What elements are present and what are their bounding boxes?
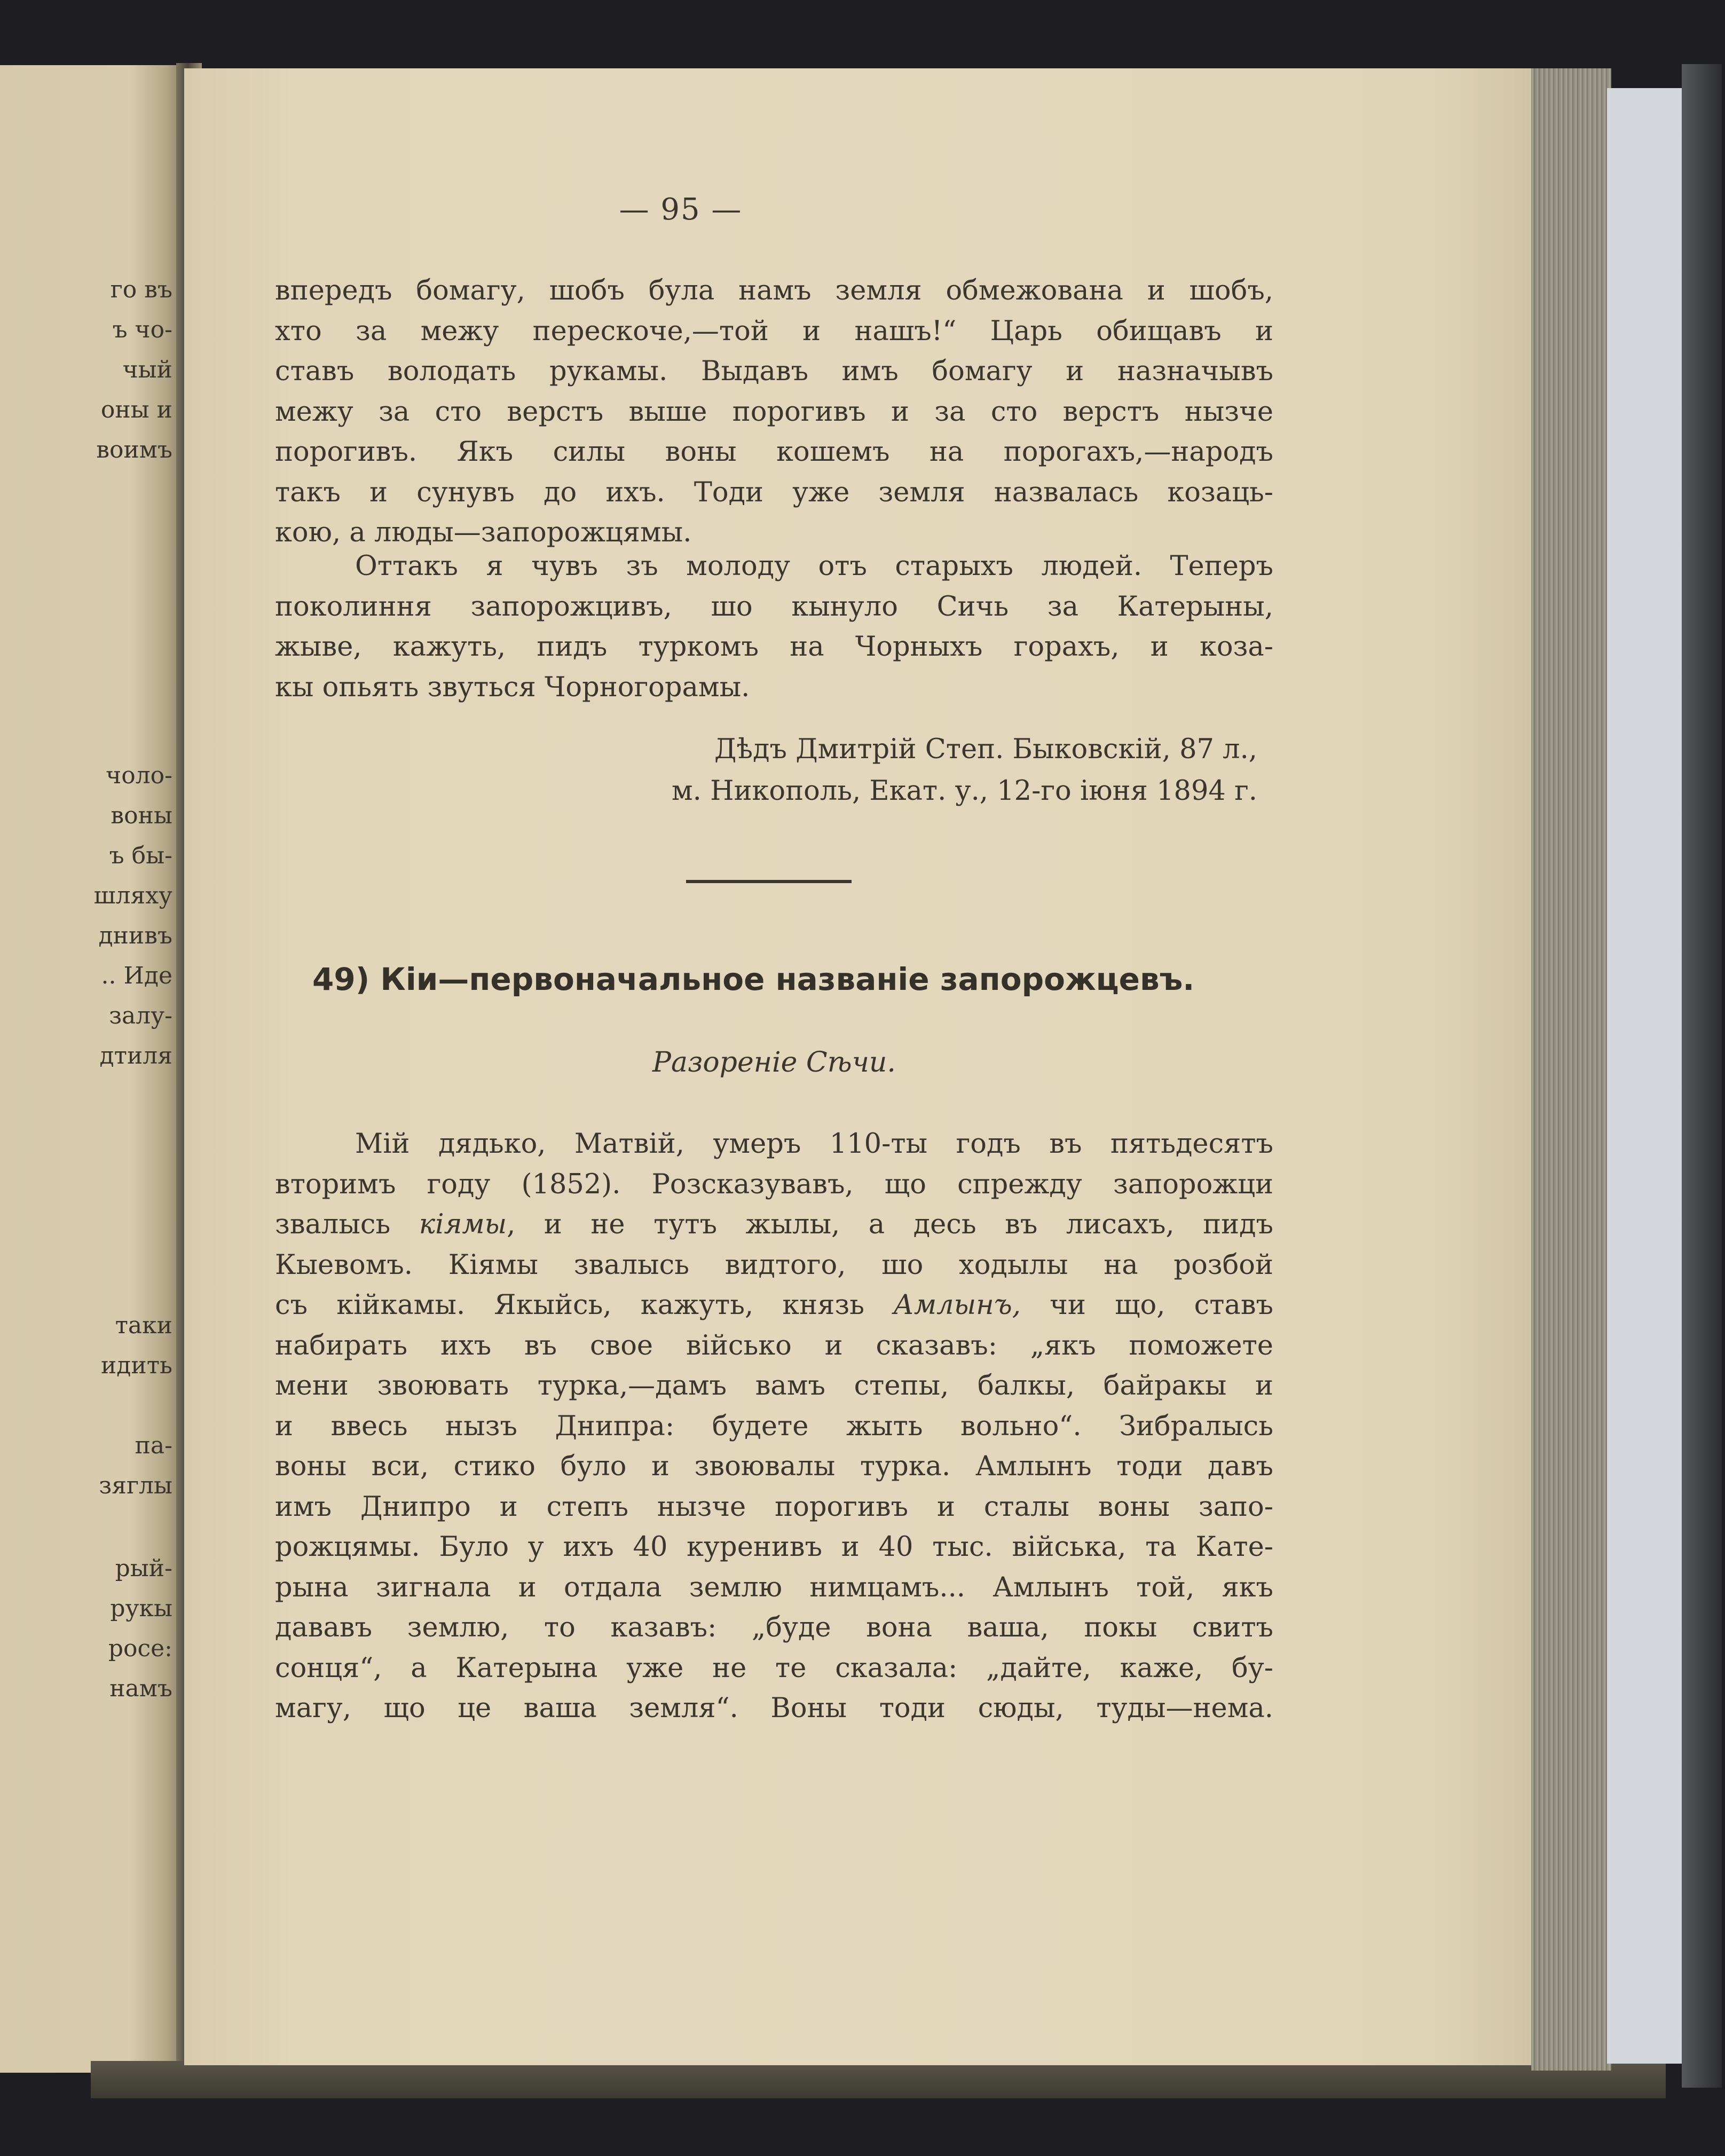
text-line: Оттакъ я чувъ зъ молоду отъ старыхъ людей. Теперъ bbox=[355, 550, 1273, 582]
text-line: рына зигнала и отдала землю нимцамъ... Амлынъ той, якъ bbox=[275, 1571, 1273, 1603]
page-number: — 95 — bbox=[619, 192, 743, 227]
left-line: залу- bbox=[109, 1002, 172, 1029]
text-line: хто за межу перескоче,—той и нашъ!“ Царь обищавъ и bbox=[275, 315, 1273, 347]
section-divider bbox=[686, 880, 852, 883]
signature-line: м. Никополь, Екат. у., 12-го іюня 1894 г. bbox=[672, 775, 1257, 807]
left-line: воимъ bbox=[96, 436, 172, 463]
text-line: дававъ землю, то казавъ: „буде вона ваша, покы свитъ bbox=[275, 1612, 1273, 1643]
text-line: рожцямы. Було у ихъ 40 куренивъ и 40 тыс. війська, та Кате- bbox=[275, 1531, 1273, 1563]
left-line: оны и bbox=[100, 396, 172, 423]
left-line: ъ бы- bbox=[109, 842, 172, 869]
left-line: таки bbox=[115, 1312, 172, 1339]
left-line: идить bbox=[100, 1352, 172, 1379]
text-line: впередъ бомагу, шобъ була намъ земля обмежована и шобъ, bbox=[275, 275, 1273, 306]
text-line: вторимъ году (1852). Розсказувавъ, що спрежду запорожци bbox=[275, 1168, 1273, 1200]
text-line: Кыевомъ. Кіямы звалысь видтого, шо ходылы на розбой bbox=[275, 1249, 1273, 1281]
left-line: ъ чо- bbox=[112, 316, 172, 343]
signature-block bbox=[672, 729, 1257, 812]
left-line: воны bbox=[111, 802, 172, 829]
left-line: днивъ bbox=[98, 922, 172, 949]
text-line: поколиння запорожцивъ, шо кынуло Сичь за Катерыны, bbox=[275, 591, 1273, 623]
text-line: кы опьять звуться Чорногорамы. bbox=[275, 671, 750, 703]
text-line: Мій дядько, Матвій, умеръ 110-ты годъ въ пятьдесятъ bbox=[355, 1128, 1273, 1160]
left-line: чый bbox=[122, 356, 172, 383]
signature-line: Дѣдъ Дмитрій Степ. Быковскій, 87 л., bbox=[714, 734, 1257, 765]
paragraph-2 bbox=[275, 546, 1273, 707]
text-line: съ кійкамы. Якыйсь, кажуть, князь Амлынъ, чи що, ставъ bbox=[275, 1289, 1273, 1321]
text-line: и ввесь нызъ Днипра: будете жыть вольно“. Зибралысь bbox=[275, 1410, 1273, 1442]
section-subtitle: Разореніе Сѣчи. bbox=[652, 1046, 896, 1079]
text-line: такъ и сунувъ до ихъ. Тоди уже земля назвалась козаць- bbox=[275, 476, 1273, 508]
left-page bbox=[0, 65, 184, 2073]
text-line: кою, а люды—запорожцямы. bbox=[275, 517, 692, 548]
left-line: рый- bbox=[115, 1555, 172, 1582]
text-line: жыве, кажуть, пидъ туркомъ на Чорныхъ горахъ, и коза- bbox=[275, 631, 1273, 663]
left-line: чоло- bbox=[106, 762, 172, 789]
left-line: намъ bbox=[109, 1675, 172, 1702]
left-line: дтиля bbox=[99, 1042, 172, 1069]
text-line: сонця“, а Катерына уже не те сказала: „дайте, каже, бу- bbox=[275, 1652, 1273, 1684]
text-line: мени звоювать турка,—дамъ вамъ степы, балкы, байракы и bbox=[275, 1370, 1273, 1402]
text-line: ставъ володать рукамы. Выдавъ имъ бомагу и назначывъ bbox=[275, 356, 1273, 387]
left-line: па- bbox=[135, 1432, 172, 1459]
paragraph-3 bbox=[275, 1124, 1273, 1729]
left-line: рукы bbox=[110, 1595, 172, 1622]
left-line: .. Иде bbox=[101, 962, 172, 989]
section-title: 49) Кіи—первоначальное названіе запорожцевъ. bbox=[312, 961, 1195, 997]
text-line: набирать ихъ въ свое військо и сказавъ: „якъ поможете bbox=[275, 1329, 1273, 1362]
text-line: межу за сто верстъ выше порогивъ и за сто верстъ нызче bbox=[275, 396, 1273, 428]
left-line: го въ bbox=[110, 276, 172, 303]
cover-right bbox=[1607, 88, 1687, 2064]
cover-right-edge bbox=[1682, 64, 1722, 2088]
left-line: шляху bbox=[93, 882, 172, 909]
text-line: порогивъ. Якъ силы воны кошемъ на порогахъ,—народъ bbox=[275, 436, 1273, 468]
text-line: воны вси, стико було и звоювалы турка. Амлынъ тоди давъ bbox=[275, 1451, 1273, 1482]
text-line: имъ Днипро и степъ нызче порогивъ и сталы воны запо- bbox=[275, 1491, 1273, 1523]
text-line: магу, що це ваша земля“. Воны тоди сюды, туды—нема. bbox=[275, 1693, 1273, 1724]
cover-bottom-edge bbox=[91, 2061, 1666, 2098]
left-line: зяглы bbox=[99, 1472, 172, 1499]
paragraph-1 bbox=[275, 271, 1273, 553]
page-edges bbox=[1531, 68, 1611, 2071]
text-line: звалысь кіямы, и не тутъ жылы, а десь въ лисахъ, пидъ bbox=[275, 1209, 1274, 1240]
left-line: росе: bbox=[108, 1635, 172, 1662]
